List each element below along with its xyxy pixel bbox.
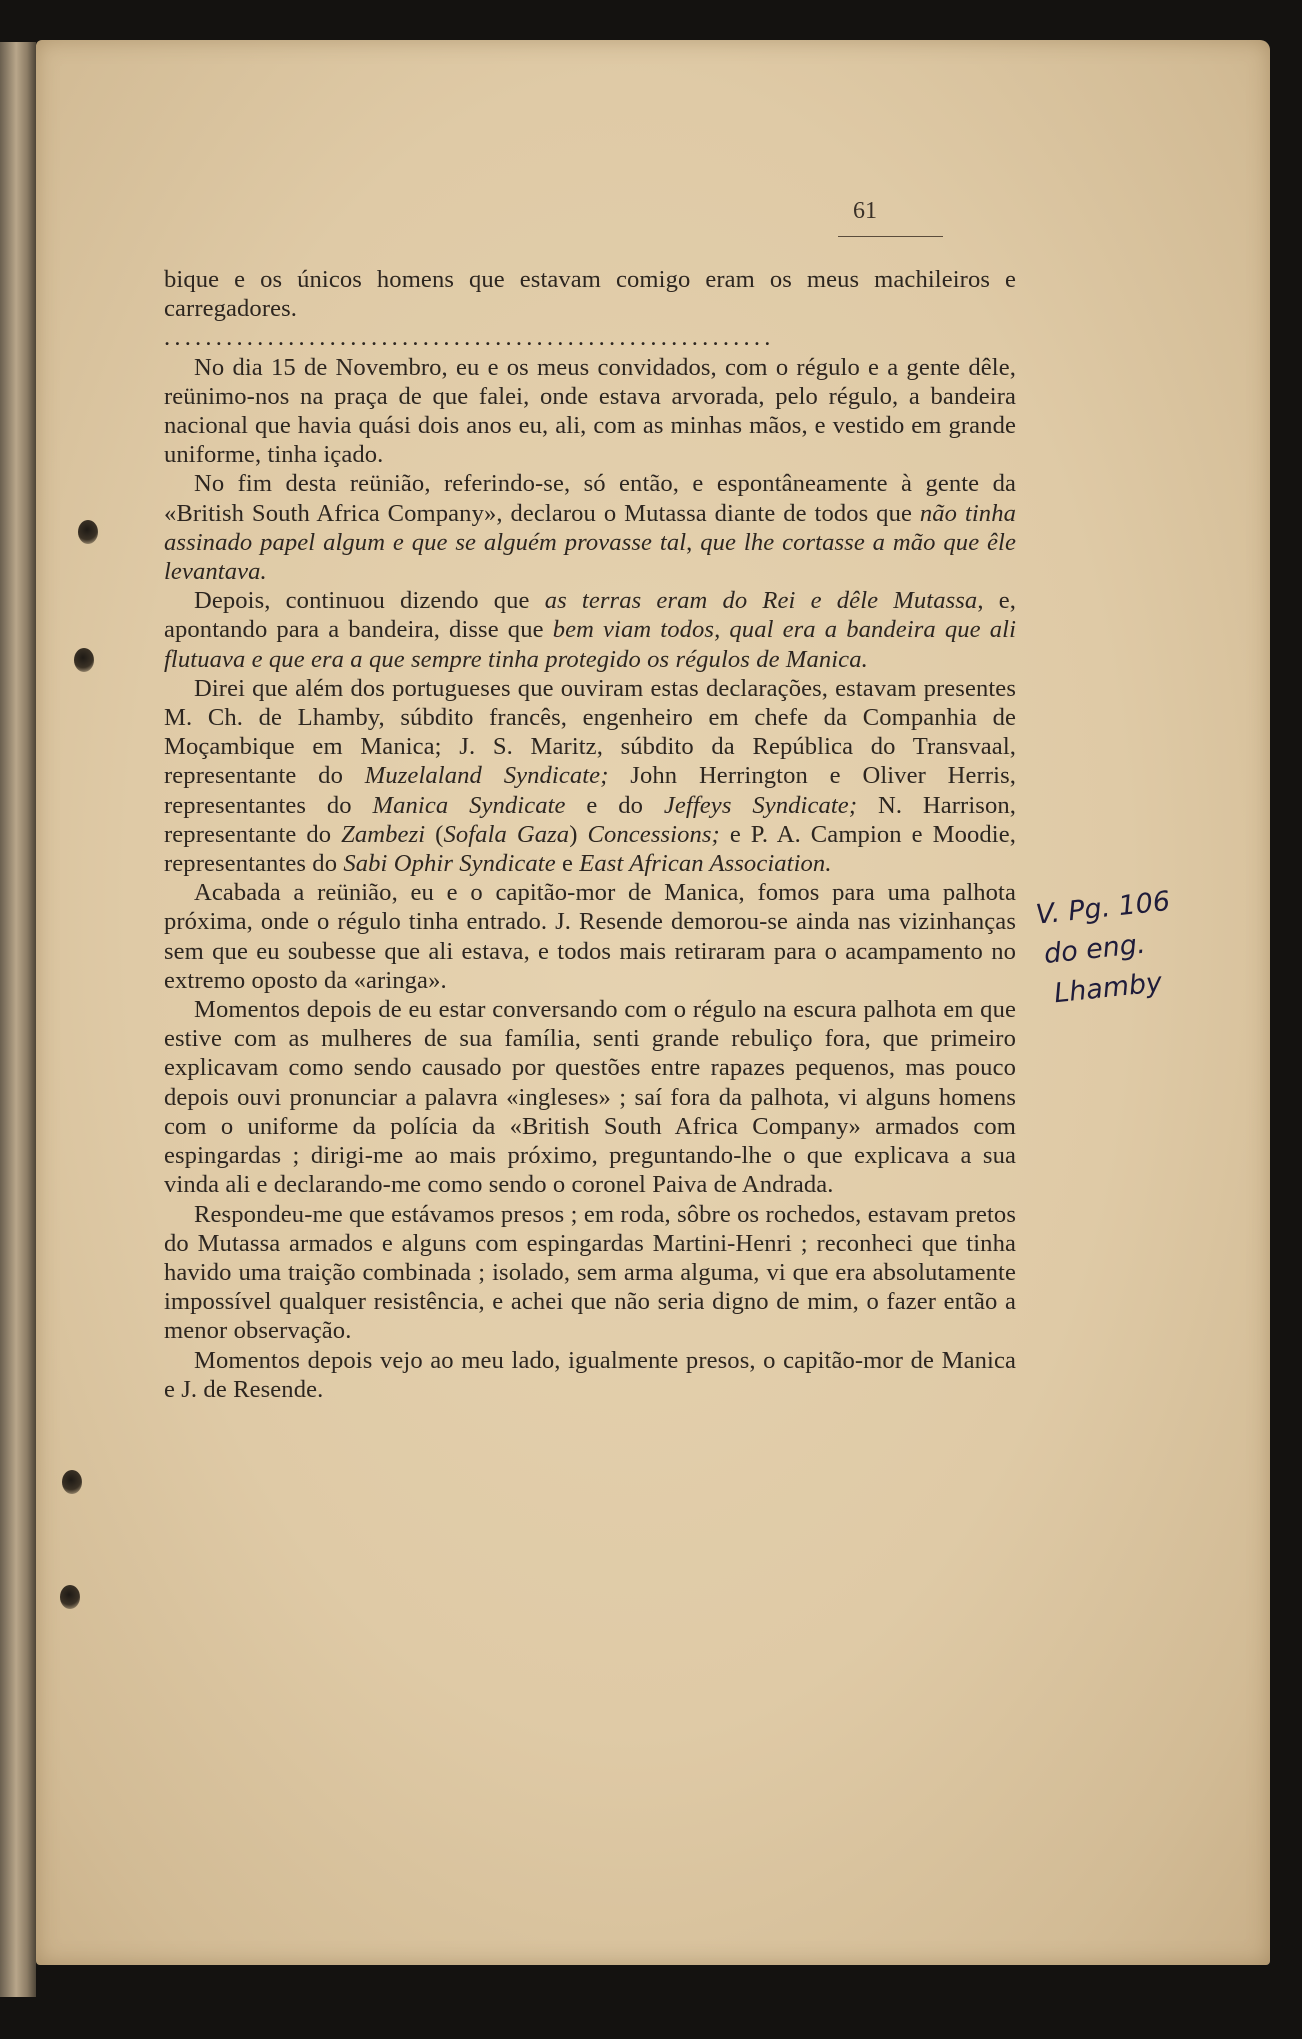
italic-text: não tinha assinado papel algum e que se alguém provasse tal [164, 499, 1016, 556]
italic-text: Concessions; [587, 820, 720, 848]
text-run: Respondeu-me que estávamos presos ; em roda, sôbre os rochedos, estavam pretos do Mutassa armados e alguns com espingardas Martini-Henri ; reconheci que tinha havido uma traição combinada ; isolado, sem arma alguma, vi que era absolutamente impossível qualquer resistência, e achei que não seria digno de mim, o fazer então a menor observação. [164, 1200, 1016, 1345]
italic-text: Zambezi [341, 820, 426, 848]
paragraph [164, 353, 1016, 470]
paragraph [164, 1346, 1016, 1404]
paragraph [164, 469, 1016, 586]
italic-text: Jeffeys Syndicate; [663, 791, 858, 819]
paragraph [164, 265, 1016, 323]
text-run: e P. A. Campion e Moodie, representantes do [164, 820, 1016, 878]
text-run: No dia 15 de Novembro, eu e os meus convidados, com o régulo e a gente dêle, reünimo-nos na praça de que falei, onde estava arvorada, pelo régulo, a bandeira nacional que havia quási dois anos eu, ali, com as minhas mãos, e vestido em grande uniforme, tinha içado. [164, 353, 1016, 469]
text-run: No fim desta reünião, referindo-se, só então, e espontâneamente à gente da «British South Africa Company», declarou o Mutassa diante de todos que [164, 470, 1016, 527]
header-rule [838, 236, 943, 237]
text-run: John Herrington e Oliver Herris, representantes do [164, 762, 1016, 819]
binding-hole [78, 520, 98, 544]
paragraph [164, 995, 1016, 1199]
text-run: ........................................................... [164, 324, 775, 352]
body-text [164, 265, 1016, 1404]
text-run: Depois, continuou dizendo que [194, 587, 545, 615]
margin-note-line: do eng. [1042, 928, 1147, 971]
previous-page-edge [0, 42, 36, 1997]
text-run: Direi que além dos portugueses que ouviram estas declarações, estavam presentes M. Ch. de Lhamby, súbdito francês, engenheiro em chefe da Companhia de Moçambique em Manica; J. S. Maritz, súbdito da República do Transvaal, representante do [164, 674, 1016, 790]
text-run: N. Harrison, representante do [164, 791, 1016, 848]
margin-note-line: Lhamby [1052, 967, 1164, 1010]
binding-hole [62, 1470, 82, 1494]
text-run: Momentos depois de eu estar conversando com o régulo na escura palhota em que estive com as mulheres de sua família, senti grande rebuliço fora, que primeiro explicavam como sendo causado por questões entre rapazes pequenos, mas pouco depois ouvi pronunciar a palavra «ingleses» ; saí fora da palhota, vi alguns homens com o uniforme da polícia da «British South Africa Company» armados com espingardas ; dirigi-me ao mais próximo, preguntando-lhe o que explicava a sua vinda ali e declarando-me como sendo o coronel Paiva de Andrada. [164, 996, 1016, 1199]
italic-text: que lhe cortasse a mão que êle levantava. [164, 528, 1017, 586]
italic-text: bem viam todos, qual era a bandeira que ali flutuava e que era a que sempre tinha protegido os régulos de Manica. [164, 616, 1017, 673]
paragraph [164, 674, 1016, 878]
italic-text: Muzelaland Syndicate; [364, 762, 609, 790]
text-run: Acabada a reünião, eu e o capitão-mor de Manica, fomos para uma palhota próxima, onde o régulo tinha entrado. J. Resende demorou-se ainda nas vizinhanças sem que eu soubesse que ali estava, e todos mais retiraram para o acampamento no extremo oposto da «aringa». [164, 879, 1016, 994]
text-run: bique e os únicos homens que estavam comigo eram os meus machileiros e carregadores. [164, 266, 1016, 323]
text-run: ) [569, 820, 588, 848]
italic-text: as terras eram do Rei e dêle Mutassa [544, 587, 978, 615]
italic-text: Sabi Ophir Syndicate [343, 850, 556, 878]
text-run: e [555, 850, 580, 878]
text-run: e do [565, 791, 664, 819]
text-run: Momentos depois vejo ao meu lado, igualmente presos, o capitão-mor de Manica e J. de Resende. [164, 1346, 1016, 1403]
text-run: ( [425, 820, 444, 848]
paragraph [164, 586, 1016, 674]
paragraph [164, 878, 1016, 995]
paragraph [164, 323, 1016, 352]
binding-hole [60, 1585, 80, 1609]
italic-text: East African Association. [579, 850, 832, 878]
binding-hole [74, 648, 94, 672]
margin-note-line: V. Pg. 106 [1034, 885, 1172, 931]
text-run: , [686, 528, 701, 556]
text-run: , e, apontando para a bandeira, disse que [164, 587, 1016, 644]
italic-text: Sofala Gaza [443, 820, 570, 848]
paragraph [164, 1200, 1016, 1346]
page-number: 61 [853, 198, 877, 224]
handwritten-margin-note [1024, 873, 1267, 1017]
italic-text: Manica Syndicate [372, 791, 566, 819]
